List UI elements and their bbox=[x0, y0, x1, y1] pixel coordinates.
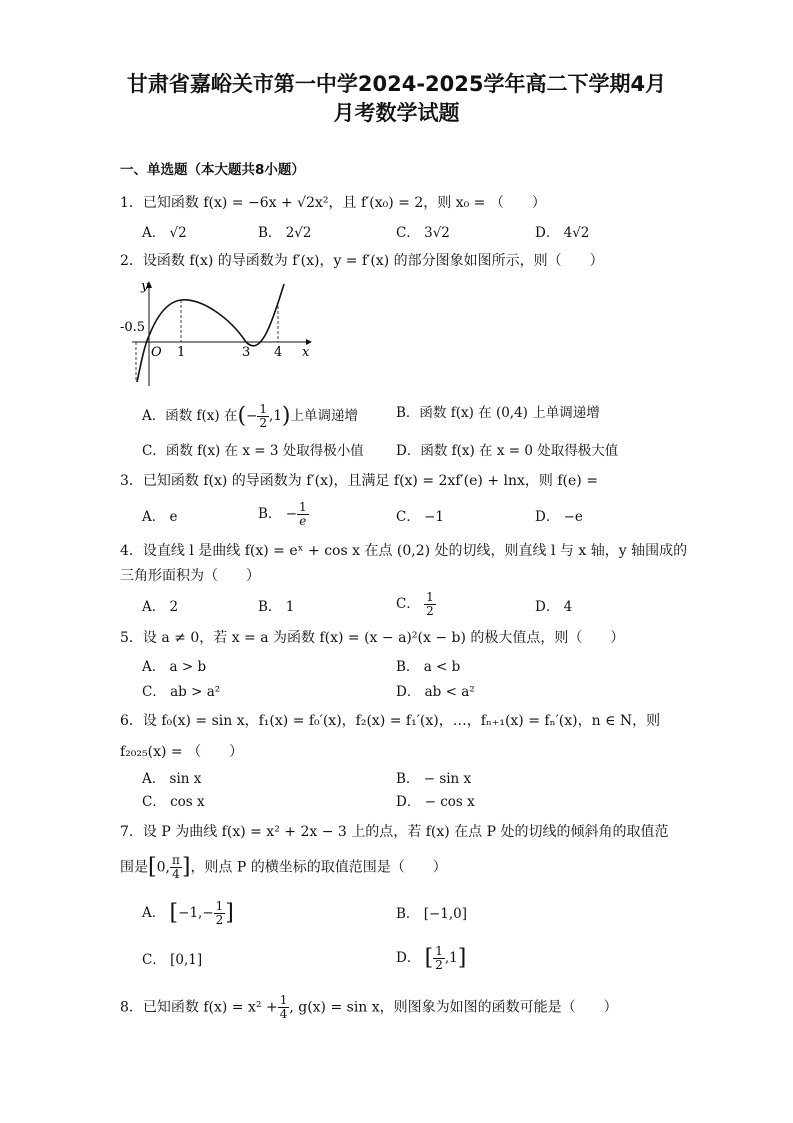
q2-option-d[interactable]: D．函数 f(x) 在 x = 0 处取得极大值 bbox=[396, 443, 619, 459]
q5-option-a[interactable]: A． a > b bbox=[142, 659, 207, 675]
tick-4: 4 bbox=[274, 345, 283, 360]
q6-option-a[interactable]: A． sin x bbox=[142, 771, 202, 787]
q6-option-d[interactable]: D． − cos x bbox=[396, 794, 475, 810]
q3-option-a[interactable]: A． e bbox=[142, 509, 178, 525]
x-label: x bbox=[302, 345, 310, 360]
q7-stem-line2: 围是[0, $\frac{\pi}{4}$ ]，则点 P 的横坐标的取值范围是（ ） bbox=[120, 853, 447, 881]
tick-1: 1 bbox=[177, 345, 186, 360]
q7-option-b[interactable]: B． [−1,0] bbox=[396, 906, 468, 922]
derivative-curve bbox=[137, 284, 284, 382]
q1-option-c[interactable]: C． 3√2 bbox=[396, 225, 450, 241]
q4-stem-line1: 4．设直线 l 是曲线 f(x) = eˣ + cos x 在点 (0,2) 处的切线，则直线 l 与 x 轴，y 轴围成的 bbox=[120, 543, 688, 559]
exam-title-line2: 月考数学试题 bbox=[333, 101, 460, 125]
q4-option-a[interactable]: A． 2 bbox=[142, 599, 179, 615]
section-heading: 一、单选题（本大题共8小题） bbox=[120, 162, 305, 178]
q3-stem: 3．已知函数 f(x) 的导函数为 f′(x)，且满足 f(x) = 2xf′(e) + lnx，则 f(e) = bbox=[120, 473, 598, 489]
exam-title-line1: 甘肃省嘉峪关市第一中学2024-2025学年高二下学期4月 bbox=[126, 72, 667, 96]
tick-3: 3 bbox=[242, 345, 251, 360]
q7-option-c[interactable]: C． [0,1] bbox=[142, 952, 203, 968]
q2-a-pre: A．函数 f(x) 在 bbox=[142, 408, 238, 424]
q1-stem: 1．已知函数 f(x) = −6x + √2x²，且 f′(x₀) = 2，则 x₀ = （ ） bbox=[120, 195, 546, 211]
q4-option-c[interactable]: C． $\frac{1}{2}$ bbox=[396, 590, 434, 618]
y-label: y bbox=[141, 279, 149, 294]
q2-option-a[interactable]: A．函数 f(x) 在(− $\frac{1}{2}$ ,1)上单调递增 bbox=[142, 402, 359, 430]
q3-option-c[interactable]: C． −1 bbox=[396, 509, 445, 525]
q3-option-b[interactable]: B． − $\frac{1}{e}$ bbox=[258, 500, 307, 528]
q1-option-d[interactable]: D． 4√2 bbox=[535, 225, 590, 241]
q5-option-b[interactable]: B． a < b bbox=[396, 659, 461, 675]
q2-a-post: 上单调递增 bbox=[290, 408, 359, 424]
q4-option-b[interactable]: B． 1 bbox=[258, 599, 295, 615]
q1-option-a[interactable]: A． √2 bbox=[142, 225, 187, 241]
q5-option-d[interactable]: D． ab < a² bbox=[396, 684, 475, 700]
q1-option-b[interactable]: B． 2√2 bbox=[258, 225, 312, 241]
q7-option-d[interactable]: D． [ $\frac{1}{2}$ ,1] bbox=[396, 944, 467, 972]
q2-option-b[interactable]: B．函数 f(x) 在 (0,4) 上单调递增 bbox=[396, 405, 600, 421]
q4-stem-line2: 三角形面积为（ ） bbox=[120, 568, 260, 584]
q4-option-d[interactable]: D． 4 bbox=[535, 599, 573, 615]
q8-stem: 8．已知函数 f(x) = x² + $\frac{1}{4}$ , g(x) = sin x，则图象为如图的函数可能是（ ） bbox=[120, 993, 618, 1021]
q3-option-d[interactable]: D． −e bbox=[535, 509, 583, 525]
tick-minus-half: -0.5 bbox=[120, 320, 146, 335]
origin-label: O bbox=[151, 345, 162, 360]
q2-derivative-graph bbox=[120, 278, 320, 388]
q6-option-b[interactable]: B． − sin x bbox=[396, 771, 472, 787]
q5-stem: 5．设 a ≠ 0，若 x = a 为函数 f(x) = (x − a)²(x − b) 的极大值点，则（ ） bbox=[120, 630, 625, 646]
q7-stem-line1: 7．设 P 为曲线 f(x) = x² + 2x − 3 上的点，若 f(x) 在点 P 处的切线的倾斜角的取值范 bbox=[120, 824, 669, 840]
q7-option-a[interactable]: A． [−1,− $\frac{1}{2}$ ] bbox=[142, 899, 234, 927]
q6-option-c[interactable]: C． cos x bbox=[142, 794, 205, 810]
q2-a-fraction: $\frac{1}{2}$ bbox=[259, 402, 268, 430]
q6-stem-line1: 6．设 f₀(x) = sin x，f₁(x) = f₀′(x)，f₂(x) = f₁′(x)，…，fₙ₊₁(x) = fₙ′(x)，n ∈ N，则 bbox=[120, 713, 661, 729]
q2-option-c[interactable]: C．函数 f(x) 在 x = 3 处取得极小值 bbox=[142, 443, 364, 459]
q6-stem-line2: f₂₀₂₅(x) = （ ） bbox=[120, 744, 244, 760]
q5-option-c[interactable]: C． ab > a² bbox=[142, 684, 221, 700]
q2-stem: 2．设函数 f(x) 的导函数为 f′(x)，y = f′(x) 的部分图象如图所示，则（ ） bbox=[120, 253, 604, 269]
